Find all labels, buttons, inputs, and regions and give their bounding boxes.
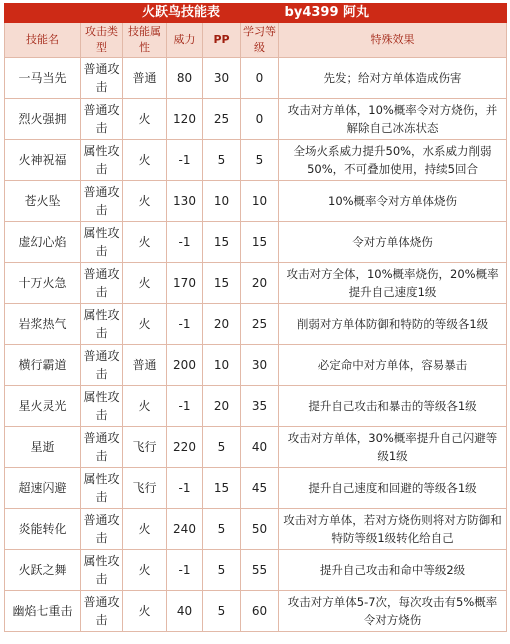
table-row [5, 304, 507, 345]
special-effect: 先发；给对方单体造成伤害 [279, 58, 507, 99]
learn-level: 35 [241, 386, 279, 427]
pp-value: 20 [203, 304, 241, 345]
pp-value: 5 [203, 550, 241, 591]
power-value: -1 [167, 550, 203, 591]
table-row [5, 140, 507, 181]
learn-level: 5 [241, 140, 279, 181]
header-attr: 技能属性 [123, 23, 167, 58]
table-row [5, 222, 507, 263]
attack-type: 普通攻击 [81, 263, 123, 304]
table-header-row [5, 23, 507, 58]
skill-name: 苍火坠 [5, 181, 81, 222]
special-effect: 令对方单体烧伤 [279, 222, 507, 263]
table-row [5, 58, 507, 99]
skill-attribute: 飞行 [123, 427, 167, 468]
attack-type: 普通攻击 [81, 509, 123, 550]
learn-level: 30 [241, 345, 279, 386]
skill-attribute: 火 [123, 222, 167, 263]
pp-value: 5 [203, 591, 241, 632]
power-value: 120 [167, 99, 203, 140]
skill-attribute: 普通 [123, 345, 167, 386]
learn-level: 50 [241, 509, 279, 550]
skill-name: 横行霸道 [5, 345, 81, 386]
pp-value: 5 [203, 427, 241, 468]
table-row [5, 345, 507, 386]
attack-type: 属性攻击 [81, 550, 123, 591]
learn-level: 15 [241, 222, 279, 263]
table-row [5, 468, 507, 509]
power-value: -1 [167, 222, 203, 263]
learn-level: 0 [241, 99, 279, 140]
skill-attribute: 火 [123, 550, 167, 591]
attack-type: 普通攻击 [81, 591, 123, 632]
learn-level: 45 [241, 468, 279, 509]
skill-name: 岩浆热气 [5, 304, 81, 345]
pp-value: 15 [203, 222, 241, 263]
special-effect: 攻击对方全体，10%概率烧伤，20%概率提升自己速度1级 [279, 263, 507, 304]
power-value: 220 [167, 427, 203, 468]
power-value: 80 [167, 58, 203, 99]
header-pp: PP [203, 23, 241, 58]
learn-level: 60 [241, 591, 279, 632]
skill-attribute: 飞行 [123, 468, 167, 509]
skill-attribute: 火 [123, 591, 167, 632]
header-power: 威力 [167, 23, 203, 58]
table-row [5, 99, 507, 140]
skill-name: 火神祝福 [5, 140, 81, 181]
pp-value: 5 [203, 140, 241, 181]
skill-name: 十万火急 [5, 263, 81, 304]
learn-level: 20 [241, 263, 279, 304]
pp-value: 5 [203, 509, 241, 550]
special-effect: 攻击对方单体，10%概率令对方烧伤，并解除自己冰冻状态 [279, 99, 507, 140]
attack-type: 属性攻击 [81, 386, 123, 427]
skill-attribute: 火 [123, 140, 167, 181]
skill-name: 一马当先 [5, 58, 81, 99]
skill-attribute: 火 [123, 99, 167, 140]
skill-name: 火跃之舞 [5, 550, 81, 591]
skill-attribute: 普通 [123, 58, 167, 99]
skill-name: 烈火强拥 [5, 99, 81, 140]
table-title-name: 火跃鸟技能表 [142, 5, 221, 20]
header-name: 技能名 [5, 23, 81, 58]
attack-type: 属性攻击 [81, 468, 123, 509]
learn-level: 40 [241, 427, 279, 468]
skill-attribute: 火 [123, 304, 167, 345]
skill-attribute: 火 [123, 181, 167, 222]
header-type: 攻击类型 [81, 23, 123, 58]
special-effect: 全场火系威力提升50%，水系威力削弱50%，不可叠加使用，持续5回合 [279, 140, 507, 181]
pp-value: 25 [203, 99, 241, 140]
learn-level: 25 [241, 304, 279, 345]
table-title [5, 4, 507, 23]
special-effect: 提升自己攻击和命中等级2级 [279, 550, 507, 591]
pp-value: 20 [203, 386, 241, 427]
power-value: 130 [167, 181, 203, 222]
special-effect: 攻击对方单体，30%概率提升自己闪避等级1级 [279, 427, 507, 468]
skill-name: 虚幻心焰 [5, 222, 81, 263]
table-row [5, 509, 507, 550]
header-level: 学习等级 [241, 23, 279, 58]
skill-attribute: 火 [123, 509, 167, 550]
power-value: 240 [167, 509, 203, 550]
learn-level: 0 [241, 58, 279, 99]
power-value: 170 [167, 263, 203, 304]
power-value: 200 [167, 345, 203, 386]
special-effect: 必定命中对方单体，容易暴击 [279, 345, 507, 386]
attack-type: 普通攻击 [81, 58, 123, 99]
special-effect: 提升自己攻击和暴击的等级各1级 [279, 386, 507, 427]
power-value: -1 [167, 140, 203, 181]
power-value: -1 [167, 386, 203, 427]
pp-value: 10 [203, 345, 241, 386]
attack-type: 属性攻击 [81, 222, 123, 263]
pp-value: 30 [203, 58, 241, 99]
table-row [5, 591, 507, 632]
special-effect: 削弱对方单体防御和特防的等级各1级 [279, 304, 507, 345]
attack-type: 普通攻击 [81, 99, 123, 140]
special-effect: 10%概率令对方单体烧伤 [279, 181, 507, 222]
skill-name: 炎能转化 [5, 509, 81, 550]
learn-level: 55 [241, 550, 279, 591]
special-effect: 提升自己速度和回避的等级各1级 [279, 468, 507, 509]
table-row [5, 386, 507, 427]
skill-table-container [4, 3, 506, 632]
skill-name: 星逝 [5, 427, 81, 468]
attack-type: 普通攻击 [81, 345, 123, 386]
power-value: 40 [167, 591, 203, 632]
table-row [5, 550, 507, 591]
table-row [5, 427, 507, 468]
skill-name: 星火灵光 [5, 386, 81, 427]
skill-name: 超速闪避 [5, 468, 81, 509]
pp-value: 10 [203, 181, 241, 222]
pp-value: 15 [203, 263, 241, 304]
skill-attribute: 火 [123, 386, 167, 427]
table-row [5, 181, 507, 222]
header-effect: 特殊效果 [279, 23, 507, 58]
special-effect: 攻击对方单体5-7次，每次攻击有5%概率令对方烧伤 [279, 591, 507, 632]
attack-type: 普通攻击 [81, 181, 123, 222]
power-value: -1 [167, 468, 203, 509]
skill-attribute: 火 [123, 263, 167, 304]
special-effect: 攻击对方单体，若对方烧伤则将对方防御和特防等级1级转化给自己 [279, 509, 507, 550]
attack-type: 属性攻击 [81, 140, 123, 181]
skill-table [4, 3, 507, 632]
learn-level: 10 [241, 181, 279, 222]
attack-type: 普通攻击 [81, 427, 123, 468]
power-value: -1 [167, 304, 203, 345]
table-title-author: by4399 阿丸 [284, 5, 370, 20]
skill-name: 幽焰七重击 [5, 591, 81, 632]
table-row [5, 263, 507, 304]
attack-type: 属性攻击 [81, 304, 123, 345]
pp-value: 15 [203, 468, 241, 509]
